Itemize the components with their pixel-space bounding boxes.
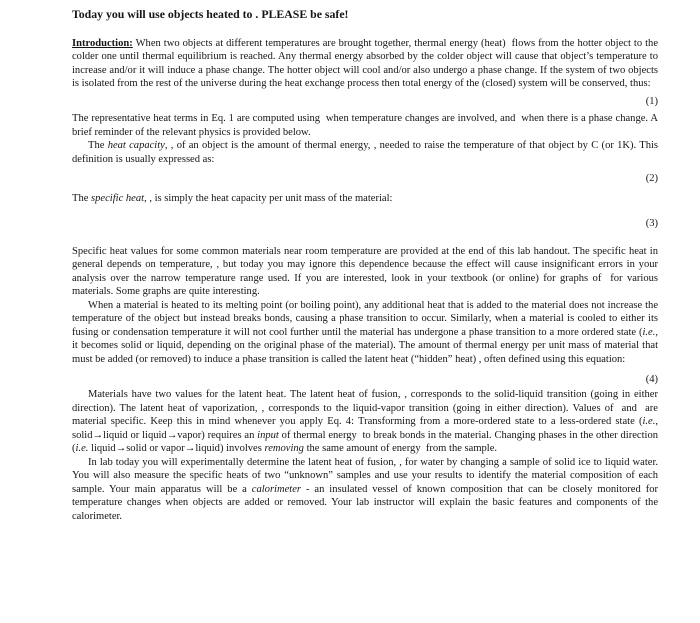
body-text: [72, 37, 658, 523]
paragraph-lab-today: In lab today you will experimentally determine the latent heat of fusion, , for water by changing a sample of solid ice to liquid water. You will also measure the specific heats of two “unknown” samples and use your results to identify the material composition of each sample. Your main apparatus will be a calorimeter - an insulated vessel of known composition that can be closely monitored for temperature changes when objects are added or removed. Your lab instructor will explain the basic features and components of the calorimeter.: [72, 456, 659, 522]
paragraph-specific-heat: The specific heat, , is simply the heat capacity per unit mass of the material:: [72, 192, 393, 204]
paragraph-heat-terms: The representative heat terms in Eq. 1 are computed using when temperature changes are involved, and when there is a phase change. A brief reminder of the relevant physics is provided below.: [72, 113, 658, 138]
paragraph-phase-transition: When a material is heated to its melting point (or boiling point), any additional heat that is added to the material does not increase the temperature of the object but instead breaks bonds, causing a phase transition to occur. Similarly, when a material is cooled to either its fusing or condensation temperature it will not cool further until the material has undergone a phase transition to a more ordered state (i.e., it becomes solid or liquid, depending on the original phase of the material). The amount of thermal energy per unit mass of material that must be added (or removed) to induce a phase transition is called the latent heat (“hidden” heat) , often defined using this equation:: [72, 299, 658, 365]
intro-paragraph: Introduction: When two objects at different temperatures are brought together, thermal energy (heat) flows from the hotter object to the colder one until thermal equilibrium is reached. Any thermal energy absorbed by the colder object will cause that object’s temperature to increase and/or it will induce a phase change. The hotter object will cool and/or also undergo a phase change. If the system of two objects is isolated from the rest of the universe during the heat exchange process then total energy of the (closed) system will be conserved, thus:: [72, 38, 658, 90]
page-heading: Today you will use objects heated to . PLEASE be safe!: [72, 7, 349, 21]
equation-number: (2): [645, 173, 658, 185]
equation-number: (4): [645, 374, 658, 386]
equation-number: (3): [645, 217, 658, 229]
equation-1: [72, 95, 658, 108]
equation-number: (1): [645, 95, 658, 107]
paragraph-heat-capacity: The heat capacity, , of an object is the amount of thermal energy, , needed to raise the temperature of that object by C (or 1K). This definition is usually expressed as:: [72, 140, 659, 165]
intro-label: Introduction:: [72, 38, 133, 49]
equation-4: [72, 373, 658, 386]
paragraph-latent-heat: Materials have two values for the latent heat. The latent heat of fusion, , corresponds to the solid-liquid transition (going in either direction). The latent heat of vaporization, , corresponds to the liquid-vapor transition (going in either direction). Values of and are material specific. Keep this in mind whenever you apply Eq. 4: Transforming from a more-ordered state to a less-ordered state (i.e., solid→liquid or liquid→vapor) requires an input of thermal energy to break bonds in the material. Changing phases in the other direction (i.e. liquid→solid or vapor→liquid) involves removing the same amount of energy from the sample.: [72, 389, 658, 455]
paragraph-specific-heat-values: Specific heat values for some common materials near room temperature are provided at the end of this lab handout. The specific heat in general depends on temperature, , but today you may ignore this dependence because the effect will cause insignificant errors in your analysis over the narrow temperature range used. If you are interested, look in your textbook (or online) for graphs of for various materials. Some graphs are quite interesting.: [72, 245, 659, 298]
equation-2: [72, 172, 658, 185]
equation-3: [72, 207, 658, 241]
